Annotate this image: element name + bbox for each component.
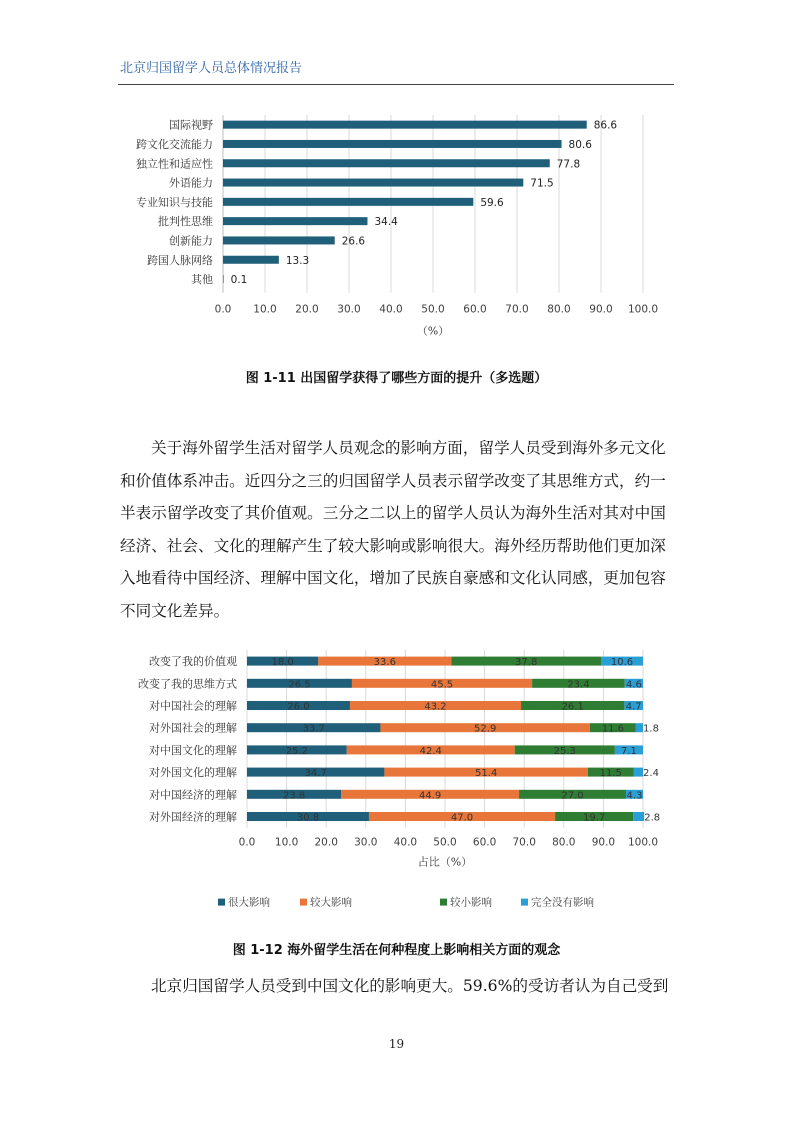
paragraph-line: 关于海外留学生活对留学人员观念的影响方面，留学人员受到海外多元文化: [151, 439, 666, 457]
data-label: 77.8: [556, 158, 581, 171]
x-tick-label: 20.0: [314, 836, 338, 849]
category-label: 其他: [191, 273, 213, 287]
legend-label: 完全没有影响: [531, 896, 594, 909]
bar: [223, 236, 335, 244]
segment-data-label: 4.7: [625, 701, 642, 713]
segment-data-label: 11.6: [601, 723, 625, 735]
segment-data-label: 23.4: [567, 679, 590, 691]
segment-data-label: 7.1: [620, 745, 637, 757]
segment-data-label: 25.3: [553, 745, 576, 757]
category-label: 批判性思维: [158, 215, 213, 229]
segment-data-label: 4.6: [625, 679, 642, 691]
x-tick-label: 70.0: [505, 303, 529, 316]
body-paragraph-2: [120, 970, 676, 1003]
stacked-bar-segment: [633, 812, 644, 821]
legend-label: 较小影响: [450, 896, 492, 909]
x-tick-label: 60.0: [463, 303, 487, 316]
x-tick-label: 100.0: [627, 836, 659, 849]
bar: [223, 140, 562, 148]
category-label: 对外国经济的理解: [149, 810, 237, 824]
segment-data-label: 23.8: [282, 790, 306, 802]
header-divider: [118, 84, 674, 85]
x-tick-label: 90.0: [591, 836, 616, 849]
segment-data-label: 47.0: [450, 812, 474, 824]
x-tick-label: 0.0: [214, 303, 232, 316]
paragraph-line: 经济、社会、文化的理解产生了较大影响或影响很大。海外经历帮助他们更加深: [120, 536, 666, 555]
segment-data-label: 2.4: [643, 768, 659, 780]
category-label: 跨国人脉网络: [147, 253, 213, 267]
page-header-title: 北京归国留学人员总体情况报告: [120, 61, 303, 76]
x-tick-label: 100.0: [627, 303, 659, 316]
category-label: 对外国文化的理解: [149, 766, 237, 780]
figure-1-12-caption: 图 1-12 海外留学生活在何种程度上影响相关方面的观念: [232, 943, 561, 958]
figure-1-12-chart: [0, 640, 793, 920]
segment-data-label: 34.7: [304, 768, 327, 780]
figure-1-11-chart: [0, 105, 793, 345]
bar: [223, 159, 550, 167]
data-label: 80.6: [568, 138, 592, 151]
category-label: 改变了我的价值观: [149, 655, 237, 669]
data-label: 13.3: [285, 254, 310, 267]
capability-bar-chart: [0, 105, 793, 345]
x-tick-label: 80.0: [552, 836, 576, 849]
x-tick-label: 70.0: [512, 836, 536, 849]
category-label: 独立性和适应性: [136, 157, 213, 171]
x-tick-label: 90.0: [589, 303, 613, 316]
paragraph-line: 不同文化差异。: [120, 601, 230, 620]
category-label: 对中国经济的理解: [149, 788, 237, 802]
category-label: 对中国社会的理解: [149, 699, 237, 713]
bar: [223, 179, 523, 187]
body-paragraph-1: [120, 432, 676, 627]
bar: [223, 256, 279, 264]
paragraph-line: 和价值体系冲击。近四分之三的归国留学人员表示留学改变了其思维方式，约一: [120, 471, 666, 490]
category-label: 对外国社会的理解: [149, 721, 237, 735]
influence-stacked-bar-chart: [0, 640, 793, 920]
bar: [223, 275, 224, 283]
segment-data-label: 44.9: [419, 790, 442, 802]
category-label: 国际视野: [169, 118, 213, 132]
segment-data-label: 42.4: [419, 745, 442, 757]
segment-data-label: 10.6: [610, 657, 634, 669]
x-tick-label: 80.0: [547, 303, 571, 316]
legend-swatch: [218, 899, 225, 906]
x-tick-label: 0.0: [238, 836, 256, 849]
category-label: 跨文化交流能力: [136, 137, 213, 151]
legend-swatch: [440, 899, 447, 906]
page-number: 19: [388, 1037, 405, 1051]
data-label: 59.6: [480, 196, 504, 209]
segment-data-label: 30.8: [296, 812, 320, 824]
stacked-bar-segment: [633, 768, 643, 777]
segment-data-label: 26.0: [287, 701, 310, 713]
segment-data-label: 18.0: [271, 657, 294, 669]
bar: [223, 217, 367, 225]
paragraph-line: 半表示留学改变了其价值观。三分之二以上的留学人员认为海外生活对其对中国: [120, 504, 666, 522]
x-tick-label: 40.0: [393, 836, 418, 849]
segment-data-label: 2.8: [644, 812, 661, 824]
segment-data-label: 1.8: [643, 723, 659, 735]
data-label: 0.1: [230, 274, 248, 287]
segment-data-label: 37.8: [515, 657, 538, 669]
data-label: 86.6: [593, 119, 618, 132]
data-label: 26.6: [341, 235, 366, 248]
category-label: 改变了我的思维方式: [138, 677, 237, 691]
segment-data-label: 19.7: [582, 812, 606, 824]
data-label: 71.5: [530, 177, 554, 190]
segment-data-label: 51.4: [475, 768, 498, 780]
segment-data-label: 27.0: [561, 790, 584, 802]
x-tick-label: 10.0: [253, 303, 277, 316]
bar: [223, 198, 473, 206]
x-tick-label: 30.0: [337, 303, 361, 316]
segment-data-label: 33.7: [302, 723, 325, 735]
category-label: 专业知识与技能: [136, 195, 213, 209]
segment-data-label: 33.6: [373, 657, 396, 669]
category-label: 创新能力: [169, 234, 213, 248]
figure-1-11-caption: 图 1-11 出国留学获得了哪些方面的提升（多选题）: [245, 371, 548, 386]
legend-swatch: [300, 899, 307, 906]
stacked-bar-segment: [636, 723, 643, 732]
paragraph-2-line: 北京归国留学人员受到中国文化的影响更大。59.6%的受访者认为自己受到: [151, 977, 669, 995]
bar: [223, 121, 587, 129]
x-axis-label: 占比（%）: [417, 855, 473, 869]
category-label: 对中国文化的理解: [149, 743, 237, 757]
x-tick-label: 50.0: [433, 836, 457, 849]
x-tick-label: 10.0: [274, 836, 299, 849]
x-tick-label: 40.0: [379, 303, 403, 316]
segment-data-label: 52.9: [474, 723, 497, 735]
paragraph-line: 入地看待中国经济、理解中国文化，增加了民族自豪感和文化认同感，更加包容: [120, 569, 666, 587]
segment-data-label: 25.2: [285, 745, 309, 757]
x-tick-label: 20.0: [295, 303, 319, 316]
legend-label: 较大影响: [310, 896, 352, 909]
segment-data-label: 11.5: [599, 768, 622, 780]
segment-data-label: 4.3: [626, 790, 643, 802]
segment-data-label: 26.5: [288, 679, 311, 691]
category-label: 外语能力: [169, 176, 213, 190]
legend-swatch: [521, 899, 528, 906]
segment-data-label: 45.5: [430, 679, 454, 691]
segment-data-label: 26.1: [561, 701, 584, 713]
x-tick-label: 30.0: [354, 836, 378, 849]
x-tick-label: 50.0: [421, 303, 445, 316]
x-axis-unit-label: （%）: [416, 324, 450, 338]
legend-label: 很大影响: [228, 896, 270, 909]
data-label: 34.4: [374, 216, 398, 229]
x-tick-label: 60.0: [472, 836, 497, 849]
segment-data-label: 43.2: [424, 701, 447, 713]
